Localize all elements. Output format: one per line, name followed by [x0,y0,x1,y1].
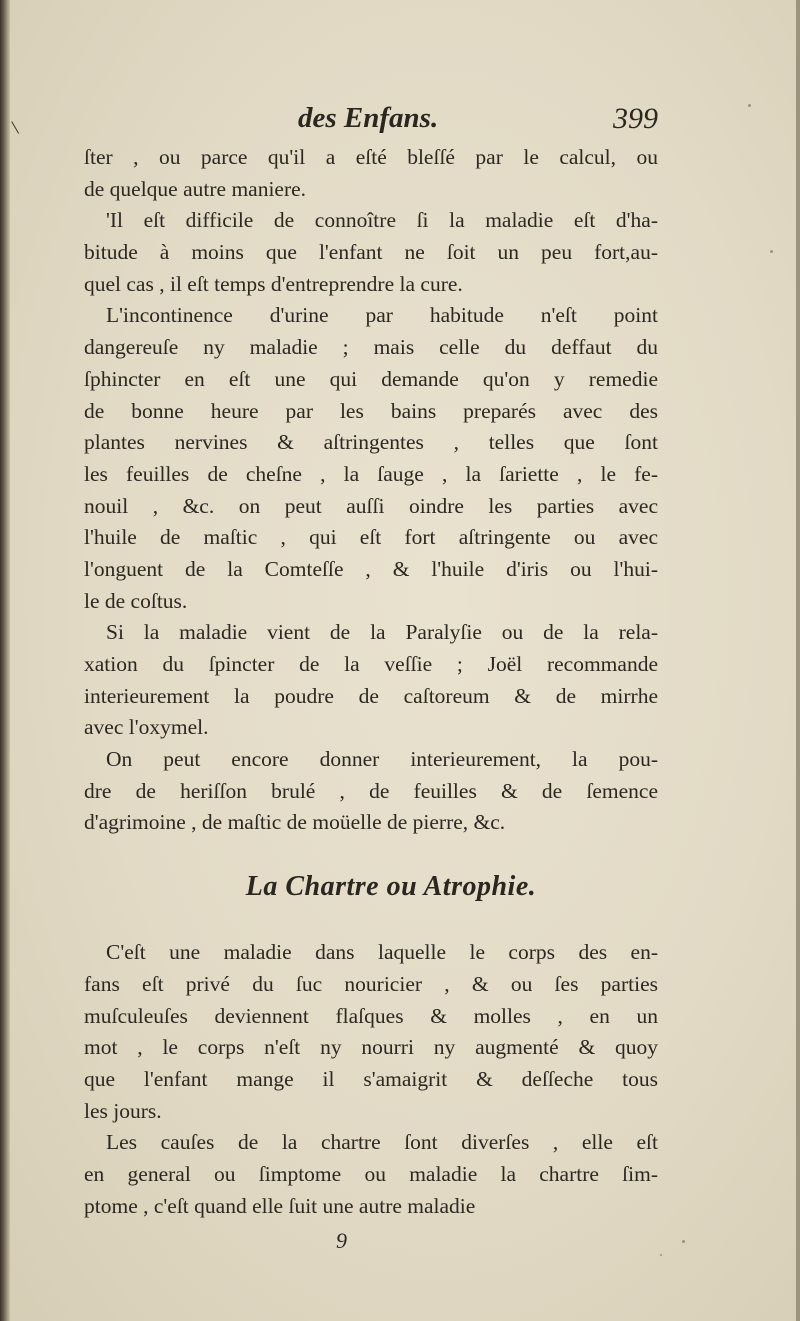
text-line: de quelque autre maniere. [84,176,307,201]
heading-spacer [84,909,658,937]
body-text [84,142,658,1222]
text-line: mot , le corps n'eſt ny nourri ny augmenté & quoy [84,1035,658,1060]
text-line: ptome , c'eſt quand elle ſuit une autre maladie [84,1193,476,1218]
section-heading: La Chartre ou Atrophie. [245,871,537,903]
paper-speck [660,1254,662,1256]
text-line: fans eſt privé du ſuc nouricier , & ou ſes parties [84,971,658,996]
paper-speck [682,1240,685,1243]
text-line: ſphincter en eſt une qui demande qu'on y remedie [84,366,658,391]
text-line: dangereuſe ny maladie ; mais celle du deffaut du [84,335,658,360]
text-line: C'eſt une maladie dans laquelle le corps des en- [106,940,658,965]
text-line: que l'enfant mange il s'amaigrit & deſſeche tous [84,1066,658,1091]
text-line: ſter , ou parce qu'il a eſté bleſſé par le calcul, ou [84,145,658,169]
text-line: l'huile de maſtic , qui eſt fort aſtringente ou avec [84,525,658,550]
text-line: les feuilles de cheſne , la ſauge , la ſariette , le fe- [84,461,658,486]
text-line: d'agrimoine , de maſtic de moüelle de pierre, &c. [84,810,506,835]
text-line: les jours. [84,1098,162,1123]
text-line: L'incontinence d'urine par habitude n'eſt point [106,303,658,328]
text-line: quel cas , il eſt temps d'entreprendre la cure. [84,271,463,296]
binding-gutter [0,0,10,1321]
text-line: dre de heriſſon brulé , de feuilles & de ſemence [84,778,658,803]
text-line: Si la maladie vient de la Paralyſie ou de la rela- [106,620,658,645]
text-line: Les cauſes de la chartre ſont diverſes , elle eſt [106,1130,658,1155]
text-line: en general ou ſimptome ou maladie la chartre ſim- [84,1161,658,1186]
text-line: xation du ſpincter de la veſſie ; Joël recommande [84,652,658,676]
paper-speck [770,250,773,253]
page-header [84,100,658,140]
page-edge [796,0,800,1321]
text-line: de bonne heure par les bains preparés avec des [84,398,658,423]
margin-mark [11,116,28,134]
text-line: le de coſtus. [84,588,188,613]
text-line: plantes nervines & aſtringentes , telles que ſont [84,430,658,455]
text-line: bitude à moins que l'enfant ne ſoit un peu fort,au- [84,240,658,265]
paper-speck [748,104,751,107]
text-line: l'onguent de la Comteſſe , & l'huile d'iris ou l'hui- [84,556,658,581]
running-title: des Enfans. [298,102,439,134]
page-number: 399 [613,102,658,135]
signature-mark: 9 [336,1228,347,1253]
text-line: 'Il eſt difficile de connoître ſi la maladie eſt d'ha- [106,208,658,233]
text-line: nouil , &c. on peut auſſi oindre les parties avec [84,493,658,518]
text-line: avec l'oxymel. [84,715,209,740]
text-line: On peut encore donner interieurement, la pou- [106,747,658,772]
text-line: interieurement la poudre de caſtoreum & de mirrhe [84,683,658,708]
text-line: muſculeuſes deviennent flaſques & molles , en un [84,1003,658,1028]
